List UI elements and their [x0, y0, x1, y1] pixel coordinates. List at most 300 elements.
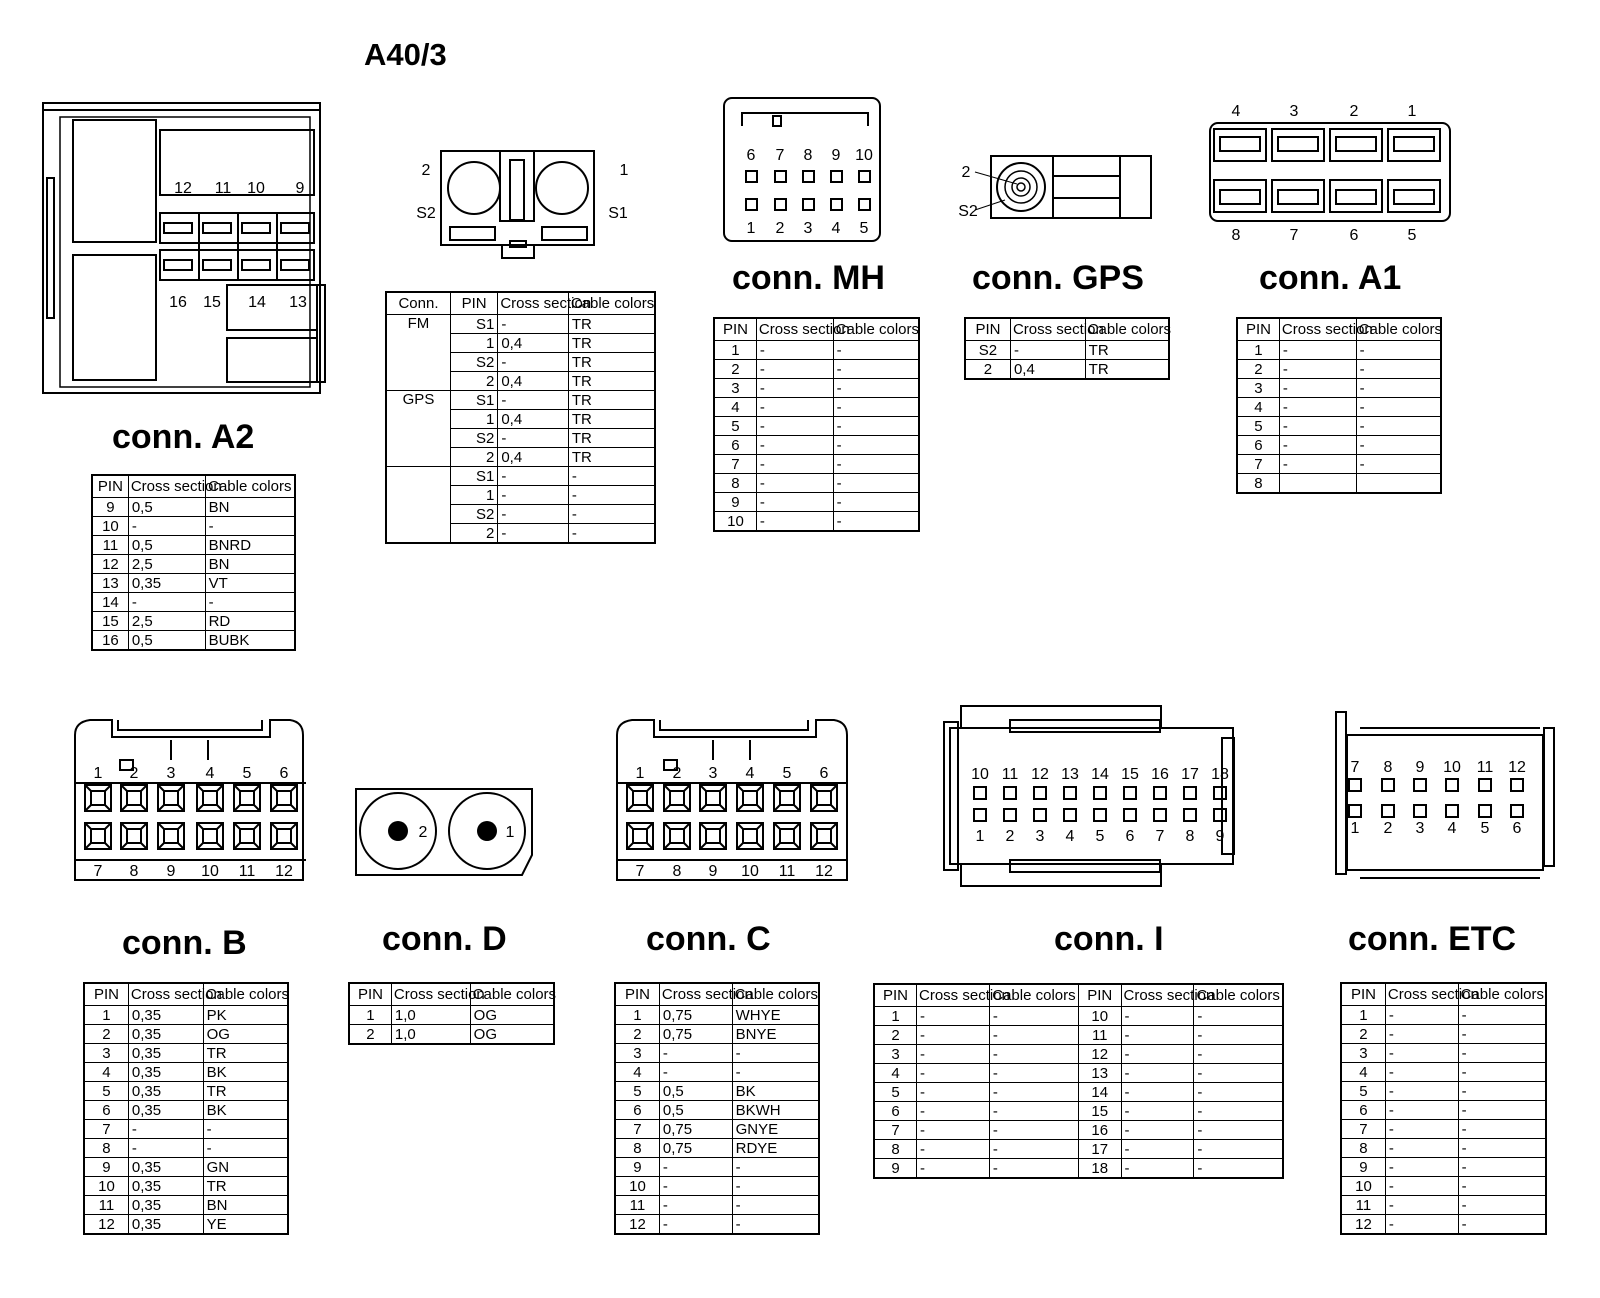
pin-square — [1094, 787, 1106, 799]
col-cross-section: Cross section — [659, 983, 732, 1006]
cable-color-cell: - — [568, 524, 655, 544]
pin-square — [859, 199, 870, 210]
cable-color-cell: - — [1194, 1121, 1283, 1140]
pin-cell: 4 — [1341, 1063, 1385, 1082]
pin-number-label: 13 — [1061, 766, 1079, 783]
pin-square — [817, 829, 831, 843]
pin-bevel — [737, 823, 763, 849]
cable-color-cell: - — [989, 1045, 1078, 1064]
pin-cell: 6 — [1341, 1101, 1385, 1120]
cross-section-cell: - — [1279, 379, 1356, 398]
etc-pins — [1349, 779, 1523, 817]
antenna-table — [385, 291, 656, 544]
col-pin: PIN — [714, 318, 756, 341]
pin-cell: 1 — [450, 486, 497, 505]
pin-number-label: 2 — [129, 765, 139, 782]
pin-number-label: 3 — [1289, 103, 1299, 120]
cross-section-cell: - — [756, 474, 833, 493]
table-row — [84, 1158, 288, 1177]
pin-cell: S1 — [450, 315, 497, 334]
cross-section-cell: 0,4 — [498, 410, 569, 429]
cross-section-cell: - — [1385, 1044, 1458, 1063]
pin-number-label: 6 — [279, 765, 289, 782]
pin-number-label: 4 — [1447, 820, 1457, 837]
cross-section-cell: - — [756, 417, 833, 436]
cross-section-cell: - — [498, 353, 569, 372]
pin-square — [277, 791, 291, 805]
table-row — [1341, 1196, 1546, 1215]
cross-section-cell: 0,35 — [128, 1158, 203, 1177]
pin-cell: 13 — [1078, 1064, 1121, 1083]
cross-section-cell: - — [917, 1083, 990, 1102]
cross-section-cell: - — [128, 517, 205, 536]
pin-cell: 3 — [1237, 379, 1279, 398]
pin-slot — [1394, 190, 1434, 204]
table-row — [1237, 398, 1441, 417]
pin-square — [1034, 809, 1046, 821]
pin-cell: 8 — [1237, 474, 1279, 494]
pin-square — [706, 791, 720, 805]
cable-color-cell: BN — [203, 1196, 288, 1215]
conn-gps-heading: conn. GPS — [972, 259, 1144, 297]
pin-square — [803, 199, 814, 210]
pin-square — [1184, 787, 1196, 799]
col-cable-colors: Cable colors — [1458, 983, 1546, 1006]
table-row — [1341, 1025, 1546, 1044]
pin-number-label: 12 — [1508, 759, 1526, 776]
cross-section-cell: - — [1385, 1006, 1458, 1025]
pin-number-label: 4 — [1065, 828, 1075, 845]
pin-square — [974, 787, 986, 799]
pin-dot — [388, 821, 408, 841]
cable-color-cell: TR — [568, 448, 655, 467]
mh-pins — [746, 171, 870, 210]
pin-bevel — [271, 785, 297, 811]
cable-color-cell: BK — [203, 1101, 288, 1120]
pin-cell: 3 — [84, 1044, 128, 1063]
pin-cell: 1 — [615, 1006, 659, 1025]
cable-color-cell: - — [1356, 360, 1441, 379]
col-cross-section: Cross section — [1279, 318, 1356, 341]
cable-color-cell: - — [989, 1083, 1078, 1102]
pin-cell: 2 — [450, 524, 497, 544]
pin-square — [1064, 787, 1076, 799]
pin-dot — [477, 821, 497, 841]
cross-section-cell: - — [917, 1159, 990, 1179]
pin-square — [1004, 787, 1016, 799]
pin-cell: 2 — [1341, 1025, 1385, 1044]
pin-bevel — [811, 823, 837, 849]
pin-cell: S2 — [450, 429, 497, 448]
cable-color-cell: - — [989, 1064, 1078, 1083]
pin-bevel — [158, 823, 184, 849]
col-cable-colors: Cable colors — [203, 983, 288, 1006]
pin-number-label: 5 — [859, 220, 869, 237]
pin-cell: 7 — [1341, 1120, 1385, 1139]
pin-cell: 2 — [874, 1026, 917, 1045]
cross-section-cell: 0,75 — [659, 1139, 732, 1158]
pin-number-label: 14 — [248, 294, 266, 311]
pin-cell: 2 — [1237, 360, 1279, 379]
cable-color-cell: - — [568, 486, 655, 505]
col-cross-section: Cross section — [756, 318, 833, 341]
cross-section-cell: - — [659, 1158, 732, 1177]
cavity — [1388, 180, 1440, 212]
table-row — [1341, 1006, 1546, 1025]
pin-slot — [281, 260, 309, 270]
table-row — [84, 1006, 288, 1025]
pin-number-label: 1 — [1350, 820, 1360, 837]
cavity — [1388, 129, 1440, 161]
cable-color-cell: TR — [1085, 360, 1169, 380]
cross-section-cell: - — [1385, 1158, 1458, 1177]
cable-color-cell: VT — [205, 574, 295, 593]
cross-section-cell: 0,5 — [128, 498, 205, 517]
table-row — [92, 574, 295, 593]
cross-section-cell: - — [756, 436, 833, 455]
cross-section-cell: - — [1121, 1007, 1194, 1026]
cable-color-cell: GNYE — [732, 1120, 819, 1139]
cable-color-cell: TR — [203, 1177, 288, 1196]
cable-color-cell: TR — [568, 429, 655, 448]
cable-color-cell: - — [1458, 1101, 1546, 1120]
table-row — [714, 474, 919, 493]
conn-gps-table — [964, 317, 1170, 380]
pin-number-label: 2 — [775, 220, 785, 237]
cross-section-cell: - — [498, 486, 569, 505]
cross-section-cell: - — [1121, 1140, 1194, 1159]
cable-color-cell: - — [1194, 1007, 1283, 1026]
pin-number-label: 8 — [672, 863, 682, 880]
pin-number-label: S2 — [958, 203, 978, 220]
cable-color-cell: - — [1194, 1102, 1283, 1121]
cross-section-cell: - — [917, 1064, 990, 1083]
pin-number-label: 17 — [1181, 766, 1199, 783]
cable-color-cell: - — [1458, 1139, 1546, 1158]
pin-number-label: 3 — [708, 765, 718, 782]
pin-bevel — [664, 785, 690, 811]
cross-section-cell: - — [756, 493, 833, 512]
pin-cell: 4 — [714, 398, 756, 417]
pin-cell: 11 — [92, 536, 128, 555]
table-row — [386, 467, 655, 486]
table-row — [615, 1196, 819, 1215]
cross-section-cell: - — [1121, 1026, 1194, 1045]
pin-number-label: 10 — [971, 766, 989, 783]
cross-section-cell: 0,5 — [659, 1101, 732, 1120]
table-row — [1341, 1120, 1546, 1139]
cross-section-cell: - — [1385, 1025, 1458, 1044]
cable-color-cell: TR — [1085, 341, 1169, 360]
pin-cell: 5 — [714, 417, 756, 436]
cable-color-cell: - — [1194, 1026, 1283, 1045]
pin-cell: 3 — [714, 379, 756, 398]
cross-section-cell: - — [756, 379, 833, 398]
cable-color-cell: PK — [203, 1006, 288, 1025]
col-pin: PIN — [450, 292, 497, 315]
pin-cell: 6 — [714, 436, 756, 455]
pin-number-label: 3 — [1035, 828, 1045, 845]
pin-number-label: 10 — [741, 863, 759, 880]
pin-cell: 10 — [92, 517, 128, 536]
table-row — [874, 1064, 1283, 1083]
pin-cell: S2 — [450, 505, 497, 524]
pin-number-label: 11 — [214, 180, 232, 197]
pin-cell: 7 — [615, 1120, 659, 1139]
col-cable-colors-2: Cable colors — [1194, 984, 1283, 1007]
cable-color-cell: - — [833, 474, 919, 493]
conn-mh-table — [713, 317, 920, 532]
pin-cell: 12 — [1341, 1215, 1385, 1235]
pin-square — [670, 829, 684, 843]
col-cable-colors: Cable colors — [1356, 318, 1441, 341]
pin-square — [1214, 787, 1226, 799]
cross-section-cell: 0,4 — [498, 448, 569, 467]
pin-square — [775, 199, 786, 210]
cable-color-cell: - — [833, 360, 919, 379]
b-pins — [76, 783, 306, 860]
col-pin: PIN — [84, 983, 128, 1006]
pin-number-label: 10 — [855, 147, 873, 164]
pin-bevel — [700, 785, 726, 811]
table-row — [874, 1102, 1283, 1121]
pin-number-label: 2 — [961, 164, 971, 181]
cable-color-cell: BNRD — [205, 536, 295, 555]
pin-cell: 1 — [84, 1006, 128, 1025]
table-row — [615, 1006, 819, 1025]
table-row — [615, 1139, 819, 1158]
table-row — [92, 498, 295, 517]
gps-connector-drawing — [975, 156, 1151, 218]
table-row — [84, 1177, 288, 1196]
cable-color-cell: - — [1194, 1140, 1283, 1159]
table-row — [965, 341, 1169, 360]
pin-slot — [203, 223, 231, 233]
table-row — [714, 379, 919, 398]
pin-number-label: 6 — [1349, 227, 1359, 244]
cross-section-cell: 2,5 — [128, 612, 205, 631]
diagram-title: A40/3 — [364, 37, 447, 72]
pin-cell: 10 — [1078, 1007, 1121, 1026]
pin-cell: 8 — [714, 474, 756, 493]
pin-number-label: S1 — [608, 205, 628, 222]
pin-bevel — [85, 785, 111, 811]
cross-section-cell: - — [1385, 1139, 1458, 1158]
col-pin: PIN — [1237, 318, 1279, 341]
conn-mh-heading: conn. MH — [732, 259, 885, 297]
pin-square — [240, 791, 254, 805]
pin-number-label: 7 — [1350, 759, 1360, 776]
conn-c-table — [614, 982, 820, 1235]
pin-square — [706, 829, 720, 843]
pin-cell: 9 — [714, 493, 756, 512]
pin-number-label: 5 — [1480, 820, 1490, 837]
conn-d-table — [348, 982, 555, 1045]
table-row — [1237, 341, 1441, 360]
table-row — [615, 1215, 819, 1235]
col-cable-colors: Cable colors — [568, 292, 655, 315]
cross-section-cell: 0,35 — [128, 1044, 203, 1063]
a2-slots — [164, 213, 309, 280]
cross-section-cell: 0,5 — [659, 1082, 732, 1101]
cross-section-cell: 0,35 — [128, 1063, 203, 1082]
table-row — [714, 455, 919, 474]
cross-section-cell: 0,4 — [498, 372, 569, 391]
pin-square — [127, 791, 141, 805]
pin-number-label: 9 — [166, 863, 176, 880]
pin-number-label: 5 — [1407, 227, 1417, 244]
table-row — [92, 517, 295, 536]
pin-slot — [1278, 137, 1318, 151]
c-pins — [618, 783, 846, 860]
cable-color-cell: TR — [568, 334, 655, 353]
pin-cell: 11 — [1078, 1026, 1121, 1045]
table-row — [1237, 436, 1441, 455]
table-row — [615, 1063, 819, 1082]
cable-color-cell: - — [1356, 341, 1441, 360]
cross-section-cell: - — [917, 1045, 990, 1064]
pin-bevel — [627, 785, 653, 811]
pin-number-label: 16 — [1151, 766, 1169, 783]
conn-a1-table — [1236, 317, 1442, 494]
table-row — [84, 1082, 288, 1101]
pin-square — [1184, 809, 1196, 821]
cable-color-cell: - — [989, 1007, 1078, 1026]
col-pin: PIN — [92, 475, 128, 498]
cross-section-cell: - — [1385, 1177, 1458, 1196]
pin-square — [831, 199, 842, 210]
cross-section-cell: - — [1385, 1082, 1458, 1101]
conn-c-heading: conn. C — [646, 920, 771, 958]
pin-cell: 6 — [615, 1101, 659, 1120]
cross-section-cell: - — [1121, 1045, 1194, 1064]
pin-cell: 2 — [965, 360, 1010, 380]
cable-color-cell: GN — [203, 1158, 288, 1177]
pin-number-label: 7 — [1289, 227, 1299, 244]
pin-cell: 10 — [615, 1177, 659, 1196]
pin-cell: S2 — [965, 341, 1010, 360]
pin-slot — [203, 260, 231, 270]
cross-section-cell: - — [917, 1007, 990, 1026]
pin-cell: 1 — [714, 341, 756, 360]
table-row — [714, 512, 919, 532]
pin-square — [743, 829, 757, 843]
a2-connector-drawing — [43, 103, 325, 393]
pin-square — [1414, 779, 1426, 791]
pin-number-label: 7 — [635, 863, 645, 880]
pin-number-label: 2 — [1349, 103, 1359, 120]
pin-cell: 9 — [615, 1158, 659, 1177]
col-pin: PIN — [349, 983, 391, 1006]
col-cross-section: Cross section — [128, 983, 203, 1006]
conn-d-heading: conn. D — [382, 920, 507, 958]
pin-cell: 6 — [1237, 436, 1279, 455]
pin-square — [240, 829, 254, 843]
pin-number-label: 4 — [205, 765, 215, 782]
cable-color-cell: BKWH — [732, 1101, 819, 1120]
cross-section-cell: 0,35 — [128, 1006, 203, 1025]
cable-color-cell: - — [205, 593, 295, 612]
table-row — [1237, 379, 1441, 398]
cross-section-cell: - — [659, 1215, 732, 1235]
a1-slots — [1214, 129, 1440, 212]
conn-group-cell — [386, 467, 450, 544]
cable-color-cell: - — [1458, 1158, 1546, 1177]
pin-square — [746, 171, 757, 182]
pin-number-label: 2 — [1005, 828, 1015, 845]
pin-square — [743, 791, 757, 805]
b-connector-drawing — [75, 720, 303, 880]
cable-color-cell: - — [203, 1139, 288, 1158]
i-connector-drawing — [944, 706, 1234, 886]
col-cross-section-2: Cross section — [1121, 984, 1194, 1007]
cavity — [1330, 129, 1382, 161]
cross-section-cell: - — [756, 455, 833, 474]
pin-number-label: 8 — [129, 863, 139, 880]
conn-a1-heading: conn. A1 — [1259, 259, 1402, 297]
pin-number-label: 8 — [1383, 759, 1393, 776]
pin-cell: 7 — [1237, 455, 1279, 474]
pin-cell: S2 — [450, 353, 497, 372]
pin-square — [633, 829, 647, 843]
cable-color-cell: OG — [203, 1025, 288, 1044]
table-row — [1237, 360, 1441, 379]
cable-color-cell: - — [1458, 1044, 1546, 1063]
pin-number-label: 18 — [1211, 766, 1229, 783]
col-pin: PIN — [874, 984, 917, 1007]
table-row — [92, 536, 295, 555]
pin-square — [974, 809, 986, 821]
pin-number-label: 1 — [619, 162, 629, 179]
pin-cell: 5 — [874, 1083, 917, 1102]
pin-cell: 2 — [450, 372, 497, 391]
conn-etc-table — [1340, 982, 1547, 1235]
cross-section-cell: 0,4 — [498, 334, 569, 353]
pin-number-label: 5 — [782, 765, 792, 782]
pin-square — [164, 791, 178, 805]
pin-slot — [164, 260, 192, 270]
table-row — [714, 398, 919, 417]
cable-color-cell: - — [833, 379, 919, 398]
pin-square — [670, 791, 684, 805]
pin-number-label: 9 — [708, 863, 718, 880]
pin-cell: 6 — [84, 1101, 128, 1120]
cable-color-cell: - — [989, 1140, 1078, 1159]
col-cable-colors: Cable colors — [470, 983, 554, 1006]
pin-number-label: 12 — [174, 180, 192, 197]
cable-color-cell: - — [205, 517, 295, 536]
cross-section-cell: - — [1279, 398, 1356, 417]
cross-section-cell: 0,4 — [1010, 360, 1085, 380]
col-cross-section: Cross section — [1010, 318, 1085, 341]
pin-number-label: 9 — [295, 180, 305, 197]
pin-bevel — [158, 785, 184, 811]
pin-bevel — [664, 823, 690, 849]
table-row — [874, 1159, 1283, 1179]
pin-square — [1479, 779, 1491, 791]
pin-number-label: 6 — [819, 765, 829, 782]
pin-square — [1382, 805, 1394, 817]
conn-i-table — [873, 983, 1284, 1179]
cable-color-cell: - — [1194, 1159, 1283, 1179]
pin-bevel — [774, 823, 800, 849]
table-row — [615, 1177, 819, 1196]
pin-cell: 8 — [84, 1139, 128, 1158]
cross-section-cell: - — [1385, 1101, 1458, 1120]
table-row — [84, 1101, 288, 1120]
pin-number-label: 6 — [1512, 820, 1522, 837]
cross-section-cell: 0,75 — [659, 1006, 732, 1025]
